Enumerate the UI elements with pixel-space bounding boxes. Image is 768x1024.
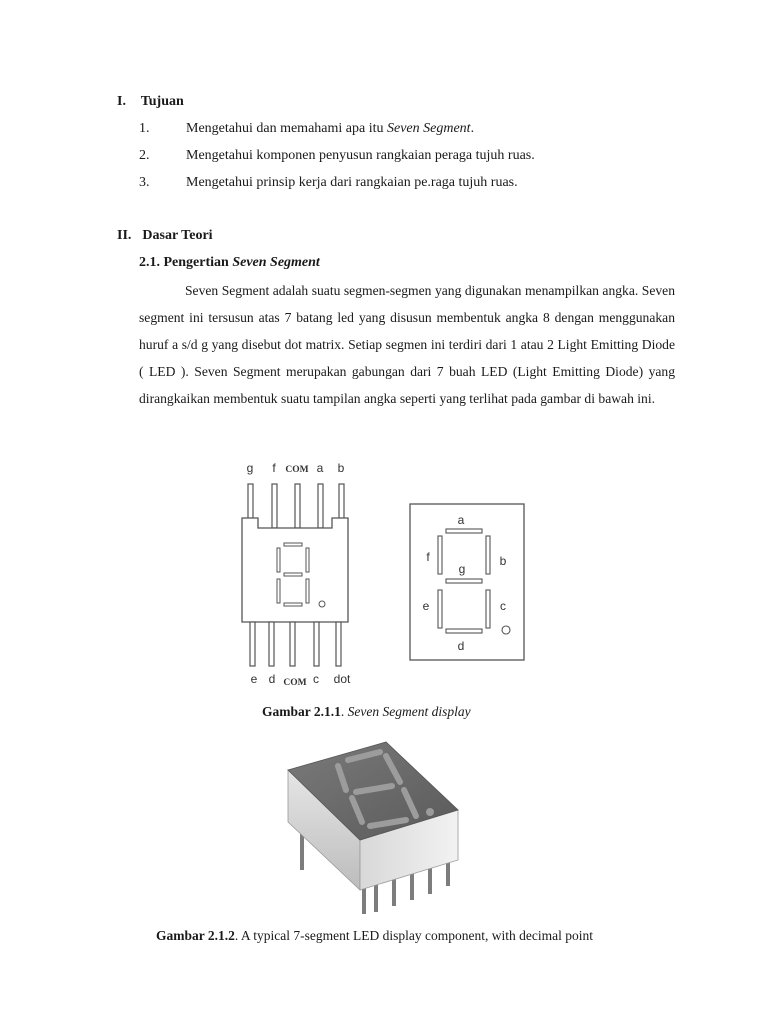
objective-1-emphasis: Seven Segment — [387, 121, 471, 136]
pin-bottom-4 — [314, 622, 319, 666]
objective-3-number: 3. — [139, 175, 150, 190]
pin-label-f: f — [272, 461, 276, 475]
pin-label-a: a — [316, 461, 324, 475]
pin-bottom-3 — [290, 622, 295, 666]
seven-segment-pinout-diagram — [232, 452, 536, 692]
pin-bottom-1 — [250, 622, 255, 666]
pkg-seg-c — [306, 579, 309, 603]
pkg-seg-g — [284, 573, 302, 576]
figure-2-caption — [156, 928, 593, 944]
layout-seg-b — [486, 536, 490, 574]
pin-bottom-5 — [336, 622, 341, 666]
pin-label-com-bottom: COM — [283, 678, 307, 688]
seg-label-a: a — [457, 513, 465, 527]
objective-3-text: Mengetahui prinsip kerja dari rangkaian pe.raga tujuh ruas. — [186, 175, 518, 190]
layout-seg-a — [446, 529, 482, 533]
objective-2-text: Mengetahui komponen penyusun rangkaian peraga tujuh ruas. — [186, 148, 535, 163]
figure-2-caption-text: . A typical 7-segment LED display component, with decimal point — [234, 928, 593, 943]
theory-paragraph: Seven Segment adalah suatu segmen-segmen yang digunakan menampilkan angka. Seven segment ini tersusun atas 7 batang led yang disusun membentuk angka 8 dengan menggunakan huruf a s/d g yang disebut dot matrix. Setiap segmen ini terdiri dari 1 atau 2 Light Emitting Diode ( LED ). Seven Segment merupakan gabungan dari 7 buah LED (Light Emitting Diode) yang dirangkaikan membentuk suatu tampilan angka seperti yang terlihat pada gambar di bawah ini. — [139, 283, 675, 406]
seven-segment-component-photo — [282, 738, 466, 916]
pin-label-e: e — [250, 672, 258, 686]
section-1-heading — [117, 94, 184, 110]
pkg-seg-e — [277, 579, 280, 603]
pkg-seg-dot — [319, 601, 325, 607]
subsection-2-1-heading: 2.1. Pengertian Seven Segment — [139, 255, 320, 270]
layout-seg-g — [446, 579, 482, 583]
pin-label-b: b — [337, 461, 345, 475]
pin-label-dot: dot — [333, 672, 351, 686]
pin-label-com-top: COM — [285, 465, 309, 475]
pin-bottom-2 — [269, 622, 274, 666]
seg-label-c: c — [500, 599, 506, 613]
seg-label-g: g — [458, 562, 466, 576]
seg-label-f: f — [426, 550, 430, 564]
subsection-2-1-emphasis: Seven Segment — [232, 255, 320, 270]
component-pin-1 — [300, 832, 304, 870]
section-2-heading — [117, 228, 213, 244]
pkg-seg-d — [284, 603, 302, 606]
pkg-seg-f — [277, 548, 280, 572]
section-2-title: Dasar Teori — [142, 228, 213, 243]
seg-label-e: e — [422, 599, 430, 613]
layout-seg-d — [446, 629, 482, 633]
pin-label-g: g — [246, 461, 254, 475]
objective-1-text: Mengetahui dan memahami apa itu Seven Segment. — [186, 121, 475, 136]
layout-seg-e — [438, 590, 442, 628]
component-pin-7 — [362, 888, 366, 914]
figure-1-caption-label: Gambar 2.1.1 — [262, 704, 341, 719]
pin-label-d: d — [268, 672, 276, 686]
component-seg-dot — [426, 808, 434, 816]
section-1-number: I. — [117, 94, 126, 109]
pin-top-3 — [295, 484, 300, 528]
figure-1-caption: Gambar 2.1.1. Seven Segment display — [262, 704, 471, 719]
objective-2-number: 2. — [139, 148, 150, 163]
layout-seg-c — [486, 590, 490, 628]
layout-seg-dot — [502, 626, 510, 634]
pkg-seg-b — [306, 548, 309, 572]
pin-label-c: c — [313, 672, 319, 686]
figure-2-caption-label: Gambar 2.1.2 — [156, 928, 235, 943]
pkg-seg-a — [284, 543, 302, 546]
pin-top-2 — [272, 484, 277, 528]
objective-1-number: 1. — [139, 121, 150, 136]
pin-top-4 — [318, 484, 323, 528]
figure-1-caption-text: Seven Segment display — [347, 704, 471, 719]
seg-label-b: b — [499, 554, 507, 568]
section-1-title: Tujuan — [140, 94, 184, 109]
seg-label-d: d — [457, 639, 465, 653]
layout-seg-f — [438, 536, 442, 574]
section-2-number: II. — [117, 228, 132, 243]
